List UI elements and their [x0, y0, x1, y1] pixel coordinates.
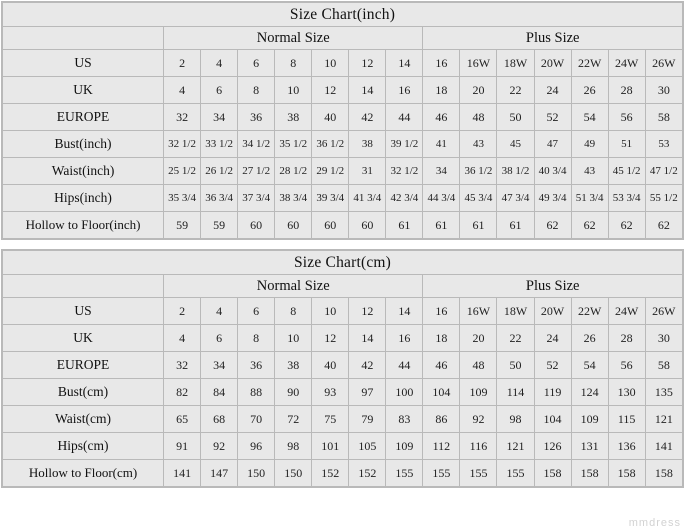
cell: 24: [534, 325, 571, 352]
group-label-plus: Plus Size: [423, 275, 683, 298]
cell: 50: [497, 104, 534, 131]
cell: 92: [201, 433, 238, 460]
table-row: [3, 212, 683, 239]
cell: 100: [386, 379, 423, 406]
row-label: Bust(inch): [3, 131, 164, 158]
table-row: [3, 158, 683, 185]
cell: 52: [534, 104, 571, 131]
cell: 109: [460, 379, 497, 406]
cell: 124: [571, 379, 608, 406]
cell: 68: [201, 406, 238, 433]
cell: 158: [571, 460, 608, 487]
cell: 42: [349, 104, 386, 131]
cell: 61: [423, 212, 460, 239]
cell: 35 3/4: [164, 185, 201, 212]
cell: 93: [312, 379, 349, 406]
cell: 35 1/2: [275, 131, 312, 158]
cell: 39 3/4: [312, 185, 349, 212]
cell: 26W: [645, 298, 682, 325]
cell: 158: [645, 460, 682, 487]
cell: 141: [164, 460, 201, 487]
cell: 14: [386, 298, 423, 325]
cell: 141: [645, 433, 682, 460]
cell: 36 1/2: [312, 131, 349, 158]
cell: 18: [423, 77, 460, 104]
cell: 58: [645, 352, 682, 379]
cell: 155: [460, 460, 497, 487]
cell: 105: [349, 433, 386, 460]
chart-title: Size Chart(inch): [3, 3, 683, 27]
cell: 20W: [534, 50, 571, 77]
cell: 28 1/2: [275, 158, 312, 185]
cell: 44: [386, 352, 423, 379]
group-label-plus: Plus Size: [423, 27, 683, 50]
cell: 8: [275, 298, 312, 325]
cell: 42: [349, 352, 386, 379]
row-label: Hollow to Floor(cm): [3, 460, 164, 487]
cell: 152: [349, 460, 386, 487]
cell: 49 3/4: [534, 185, 571, 212]
cell: 45: [497, 131, 534, 158]
cell: 24W: [608, 298, 645, 325]
cell: 52: [534, 352, 571, 379]
cell: 59: [201, 212, 238, 239]
cell: 51 3/4: [571, 185, 608, 212]
cell: 75: [312, 406, 349, 433]
cell: 16: [423, 50, 460, 77]
cell: 104: [534, 406, 571, 433]
cell: 62: [645, 212, 682, 239]
cell: 14: [349, 325, 386, 352]
cell: 32 1/2: [164, 131, 201, 158]
cell: 16: [386, 77, 423, 104]
cell: 14: [349, 77, 386, 104]
cell: 10: [312, 298, 349, 325]
cell: 121: [497, 433, 534, 460]
chart-title-row: [3, 251, 683, 275]
cell: 45 3/4: [460, 185, 497, 212]
size-chart-inch: [1, 1, 684, 240]
cell: 16W: [460, 298, 497, 325]
cell: 36 1/2: [460, 158, 497, 185]
table-row: [3, 185, 683, 212]
cell: 12: [349, 50, 386, 77]
cell: 109: [386, 433, 423, 460]
cell: 158: [534, 460, 571, 487]
cell: 18: [423, 325, 460, 352]
row-label: Hips(inch): [3, 185, 164, 212]
cell: 38: [275, 352, 312, 379]
cell: 26: [571, 77, 608, 104]
cell: 20W: [534, 298, 571, 325]
cell: 150: [238, 460, 275, 487]
row-label: Waist(inch): [3, 158, 164, 185]
cell: 135: [645, 379, 682, 406]
group-row-corner: [3, 27, 164, 50]
cell: 40 3/4: [534, 158, 571, 185]
cell: 86: [423, 406, 460, 433]
cell: 34 1/2: [238, 131, 275, 158]
cell: 6: [201, 77, 238, 104]
cell: 58: [645, 104, 682, 131]
table-row: [3, 50, 683, 77]
cell: 83: [386, 406, 423, 433]
cell: 8: [238, 77, 275, 104]
cell: 41 3/4: [349, 185, 386, 212]
group-row-corner: [3, 275, 164, 298]
cell: 60: [238, 212, 275, 239]
cell: 47: [534, 131, 571, 158]
cell: 96: [238, 433, 275, 460]
cell: 147: [201, 460, 238, 487]
cell: 115: [608, 406, 645, 433]
cell: 37 3/4: [238, 185, 275, 212]
chart-group-row: [3, 275, 683, 298]
cell: 61: [460, 212, 497, 239]
cell: 62: [571, 212, 608, 239]
cell: 53 3/4: [608, 185, 645, 212]
cell: 10: [275, 77, 312, 104]
cell: 54: [571, 352, 608, 379]
cell: 97: [349, 379, 386, 406]
cell: 46: [423, 352, 460, 379]
cell: 40: [312, 104, 349, 131]
cell: 10: [275, 325, 312, 352]
cell: 36: [238, 104, 275, 131]
cell: 41: [423, 131, 460, 158]
cell: 82: [164, 379, 201, 406]
table-row: [3, 298, 683, 325]
cell: 26W: [645, 50, 682, 77]
cell: 27 1/2: [238, 158, 275, 185]
chart-group-row: [3, 27, 683, 50]
cell: 90: [275, 379, 312, 406]
cell: 116: [460, 433, 497, 460]
cell: 42 3/4: [386, 185, 423, 212]
cell: 155: [386, 460, 423, 487]
table-row: [3, 352, 683, 379]
watermark: mmdress: [628, 517, 681, 529]
cell: 4: [201, 50, 238, 77]
cell: 4: [164, 77, 201, 104]
cell: 2: [164, 298, 201, 325]
cell: 61: [386, 212, 423, 239]
cell: 32 1/2: [386, 158, 423, 185]
cell: 18W: [497, 298, 534, 325]
cell: 31: [349, 158, 386, 185]
cell: 12: [312, 77, 349, 104]
cell: 29 1/2: [312, 158, 349, 185]
cell: 18W: [497, 50, 534, 77]
cell: 33 1/2: [201, 131, 238, 158]
cell: 24: [534, 77, 571, 104]
cell: 44: [386, 104, 423, 131]
cell: 40: [312, 352, 349, 379]
row-label: Waist(cm): [3, 406, 164, 433]
cell: 155: [497, 460, 534, 487]
cell: 150: [275, 460, 312, 487]
cell: 155: [423, 460, 460, 487]
cell: 121: [645, 406, 682, 433]
cell: 8: [275, 50, 312, 77]
cell: 32: [164, 352, 201, 379]
table-row: [3, 104, 683, 131]
cell: 136: [608, 433, 645, 460]
cell: 62: [534, 212, 571, 239]
cell: 38 1/2: [497, 158, 534, 185]
cell: 36: [238, 352, 275, 379]
cell: 4: [164, 325, 201, 352]
cell: 47 3/4: [497, 185, 534, 212]
table-row: [3, 433, 683, 460]
cell: 22W: [571, 50, 608, 77]
cell: 30: [645, 77, 682, 104]
cell: 61: [497, 212, 534, 239]
cell: 30: [645, 325, 682, 352]
cell: 43: [460, 131, 497, 158]
row-label: EUROPE: [3, 104, 164, 131]
cell: 20: [460, 77, 497, 104]
cell: 16W: [460, 50, 497, 77]
cell: 50: [497, 352, 534, 379]
cell: 28: [608, 77, 645, 104]
cell: 55 1/2: [645, 185, 682, 212]
cell: 38: [275, 104, 312, 131]
cell: 65: [164, 406, 201, 433]
cell: 104: [423, 379, 460, 406]
group-label-normal: Normal Size: [164, 275, 423, 298]
cell: 56: [608, 352, 645, 379]
table-row: [3, 325, 683, 352]
cell: 6: [201, 325, 238, 352]
cell: 53: [645, 131, 682, 158]
cell: 98: [275, 433, 312, 460]
row-label: Hips(cm): [3, 433, 164, 460]
cell: 109: [571, 406, 608, 433]
cell: 22: [497, 325, 534, 352]
cell: 43: [571, 158, 608, 185]
table-row: [3, 406, 683, 433]
size-table-inch: [2, 2, 683, 239]
cell: 38: [349, 131, 386, 158]
cell: 60: [275, 212, 312, 239]
table-row: [3, 131, 683, 158]
cell: 60: [312, 212, 349, 239]
row-label: Hollow to Floor(inch): [3, 212, 164, 239]
cell: 34: [201, 104, 238, 131]
cell: 24W: [608, 50, 645, 77]
cell: 22W: [571, 298, 608, 325]
cell: 70: [238, 406, 275, 433]
cell: 47 1/2: [645, 158, 682, 185]
cell: 20: [460, 325, 497, 352]
cell: 56: [608, 104, 645, 131]
cell: 131: [571, 433, 608, 460]
cell: 130: [608, 379, 645, 406]
cell: 32: [164, 104, 201, 131]
cell: 22: [497, 77, 534, 104]
cell: 10: [312, 50, 349, 77]
size-table-cm: [2, 250, 683, 487]
cell: 6: [238, 50, 275, 77]
row-label: EUROPE: [3, 352, 164, 379]
cell: 91: [164, 433, 201, 460]
cell: 101: [312, 433, 349, 460]
cell: 26: [571, 325, 608, 352]
row-label: UK: [3, 77, 164, 104]
table-row: [3, 379, 683, 406]
cell: 6: [238, 298, 275, 325]
size-chart-page: [0, 1, 685, 530]
cell: 12: [349, 298, 386, 325]
chart-title: Size Chart(cm): [3, 251, 683, 275]
cell: 28: [608, 325, 645, 352]
cell: 114: [497, 379, 534, 406]
row-label: UK: [3, 325, 164, 352]
cell: 49: [571, 131, 608, 158]
cell: 60: [349, 212, 386, 239]
cell: 158: [608, 460, 645, 487]
cell: 59: [164, 212, 201, 239]
row-label: US: [3, 50, 164, 77]
cell: 152: [312, 460, 349, 487]
cell: 119: [534, 379, 571, 406]
cell: 38 3/4: [275, 185, 312, 212]
cell: 45 1/2: [608, 158, 645, 185]
cell: 51: [608, 131, 645, 158]
cell: 79: [349, 406, 386, 433]
cell: 48: [460, 104, 497, 131]
table-row: [3, 77, 683, 104]
cell: 48: [460, 352, 497, 379]
cell: 84: [201, 379, 238, 406]
cell: 92: [460, 406, 497, 433]
cell: 14: [386, 50, 423, 77]
row-label: Bust(cm): [3, 379, 164, 406]
cell: 36 3/4: [201, 185, 238, 212]
chart-title-row: [3, 3, 683, 27]
cell: 54: [571, 104, 608, 131]
cell: 16: [423, 298, 460, 325]
cell: 25 1/2: [164, 158, 201, 185]
cell: 72: [275, 406, 312, 433]
cell: 39 1/2: [386, 131, 423, 158]
cell: 26 1/2: [201, 158, 238, 185]
cell: 62: [608, 212, 645, 239]
cell: 112: [423, 433, 460, 460]
table-row: [3, 460, 683, 487]
cell: 16: [386, 325, 423, 352]
cell: 4: [201, 298, 238, 325]
cell: 98: [497, 406, 534, 433]
size-chart-cm: [1, 249, 684, 488]
group-label-normal: Normal Size: [164, 27, 423, 50]
cell: 34: [423, 158, 460, 185]
cell: 34: [201, 352, 238, 379]
cell: 2: [164, 50, 201, 77]
cell: 126: [534, 433, 571, 460]
cell: 8: [238, 325, 275, 352]
cell: 12: [312, 325, 349, 352]
cell: 44 3/4: [423, 185, 460, 212]
row-label: US: [3, 298, 164, 325]
cell: 46: [423, 104, 460, 131]
cell: 88: [238, 379, 275, 406]
